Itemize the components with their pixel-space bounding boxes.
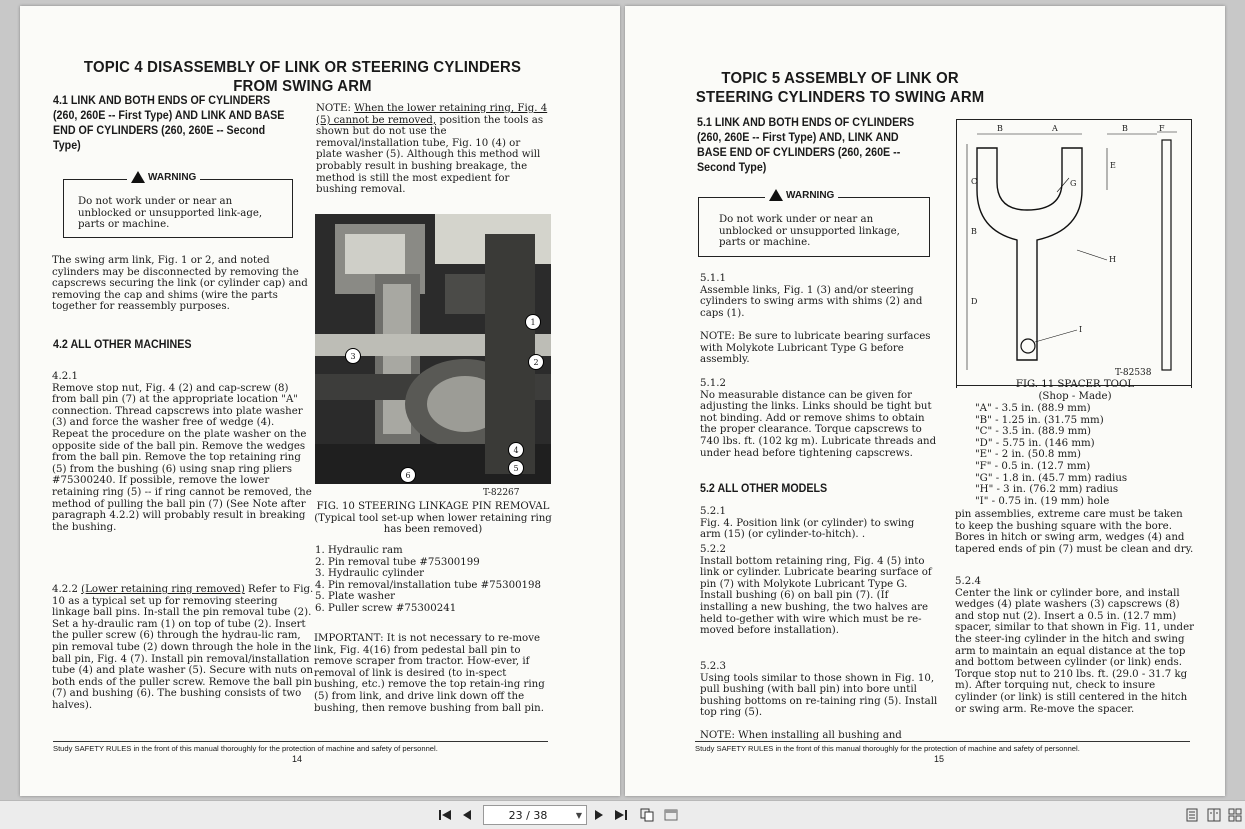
first-page-icon[interactable] — [436, 806, 454, 824]
list-item: 5. Plate washer — [315, 591, 395, 603]
list-item: "E" - 2 in. (50.8 mm) — [975, 449, 1081, 461]
step-number: 5.2.4 — [955, 576, 981, 587]
step-text: Assemble links, Fig. 1 (3) and/or steering cylinders to swing arms with shims (2) and caps (1). — [700, 284, 923, 319]
last-page-icon[interactable] — [612, 806, 630, 824]
figure-caption: FIG. 10 STEERING LINKAGE PIN REMOVAL (Typical tool set-up when lower retaining ring has been removed) — [314, 501, 552, 536]
list-item: "I" - 0.75 in. (19 mm) hole — [975, 495, 1110, 507]
parts-list — [315, 545, 550, 615]
step-number: 5.2.2 — [700, 544, 726, 555]
warning-triangle-icon — [131, 171, 145, 183]
figure-title: FIG. 11 SPACER TOOL — [1015, 379, 1135, 390]
step-text: Using tools similar to those shown in Fig. 10, pull bushing (with ball pin) into bore until bushing bottoms on re-taining ring (5). Install top ring (5). — [700, 672, 938, 719]
note-bushing: NOTE: When installing all bushing and — [700, 730, 902, 741]
step-5-2-1 — [700, 506, 938, 541]
window-icon[interactable] — [662, 806, 680, 824]
section-heading-4-1: 4.1 LINK AND BOTH ENDS OF CYLINDERS (260, 260E -- First Type) AND LINK AND BASE END OF CYLINDERS (260, 260E -- Second Type) — [53, 95, 285, 152]
step-number: 4.2.1 — [52, 371, 78, 382]
list-item: "C" - 3.5 in. (88.9 mm) — [975, 426, 1092, 438]
step-text: Refer to Fig. 10 as a typical set up for removing steering linkage ball pins. In-stall the pin removal tube (2). Set a hy-draulic ram (1) on top of tube (2). Insert the puller screw (6) through the hydrau-lic ram, pin removal tube (2) down through the hole in the ball pin, Fig. 4 (7). Install pin removal/installation tube (4) and plate washer (5). Secure with nuts on both ends of the puller screw. Remove the ball pin (7) and bushing (6). The bushing consists of two halves). — [52, 584, 314, 711]
diagram-reference: T-82538 — [1115, 368, 1152, 378]
warning-triangle-icon — [769, 189, 783, 201]
warning-text: Do not work under or near an unblocked or unsupported linkage, parts or machine. — [719, 214, 900, 249]
viewer-toolbar — [0, 800, 1245, 829]
step-number: 4.2.2 — [52, 584, 78, 595]
list-item: "G" - 1.8 in. (45.7 mm) radius — [975, 472, 1128, 484]
dimension-label: B — [1122, 124, 1128, 133]
list-item: 4. Pin removal/installation tube #75300198 — [315, 579, 542, 591]
copy-icon[interactable] — [638, 806, 656, 824]
note-lead: NOTE: — [316, 103, 351, 114]
list-item: 1. Hydraulic ram — [315, 545, 403, 556]
warning-box — [698, 189, 930, 257]
spacer-tool-drawing — [957, 120, 1191, 388]
section-heading-5-1: 5.1 LINK AND BOTH ENDS OF CYLINDERS (260, 260E -- First Type) AND, LINK AND BASE END OF CYLINDERS (260, 260E -- Second Type) — [697, 117, 915, 174]
note-paragraph — [316, 103, 548, 196]
step-number: 5.2.3 — [700, 661, 726, 672]
dimension-label: C — [971, 177, 978, 186]
callout-6: 6 — [400, 467, 416, 483]
dimension-label: E — [1110, 161, 1116, 170]
warning-text: Do not work under or near an unblocked or unsupported link-age, parts or machine. — [78, 196, 263, 231]
left-page — [20, 6, 620, 796]
note-text: position the tools as shown but do not use the removal/installation tube, Fig. 10 (4) or plate washer (5). Although this method will probably result in bushing breakage, the method is still the most expedient for bushing removal. — [316, 114, 544, 196]
step-underlined: (Lower retaining ring removed) — [81, 584, 245, 595]
warning-box — [63, 171, 293, 238]
bushing-care-paragraph: pin assemblies, extreme care must be taken to keep the bushing square with the bore. Bores in hitch or swing arm, wedges (4) and tapered ends of pin (7) must be clean and dry. — [955, 509, 1194, 555]
step-text: Remove stop nut, Fig. 4 (2) and cap-screw (8) from ball pin (7) at the appropriate location "A" connection. Thread capscrews into plate washer (3) and force the washer free of wedge (4). Repeat the procedure on the plate washer on the opposite side of the ball pin. Remove the wedges from the ball pin. Remove the top retaining ring (5) from the bushing (6) using snap ring pliers #75300240. If possible, remove the lower retaining ring (5) -- if ring cannot be removed, the method of pulling the ball pin (7) (See Note after paragraph 4.2.2) will probably result in breaking the bushing. — [52, 382, 312, 533]
section-heading-4-2: 4.2 ALL OTHER MACHINES — [53, 339, 192, 351]
step-number: 5.2.1 — [700, 506, 726, 517]
safety-footer: Study SAFETY RULES in the front of this manual thoroughly for the protection of machine and safety of personnel. — [53, 741, 548, 753]
photo-reference: T-82267 — [483, 488, 520, 498]
note-lubricate: NOTE: Be sure to lubricate bearing surfaces with Molykote Lubricant Type G before assembly. — [700, 331, 931, 366]
right-page — [625, 6, 1225, 796]
list-item: 3. Hydraulic cylinder — [315, 568, 425, 580]
chevron-down-icon: ▼ — [575, 810, 583, 820]
prev-page-icon[interactable] — [458, 806, 476, 824]
figure-11-diagram — [956, 119, 1192, 388]
callout-1: 1 — [525, 314, 541, 330]
warning-label: WARNING — [765, 189, 838, 201]
callout-5: 5 — [508, 460, 524, 476]
step-number: 5.1.1 — [700, 273, 726, 284]
list-item: "B" - 1.25 in. (31.75 mm) — [975, 414, 1104, 426]
figure-subtitle: (Shop - Made) — [1038, 391, 1112, 402]
step-5-2-4 — [955, 576, 1197, 715]
safety-footer: Study SAFETY RULES in the front of this manual thoroughly for the protection of machine and safety of personnel. — [695, 741, 1190, 753]
important-paragraph: IMPORTANT: It is not necessary to re-move link, Fig. 4(16) from pedestal ball pin to remove scraper from tractor. How-ever, if removal of link is desired (to in-spect bushing, etc.) remove the top retain-ing ring (5) from link, and drive link down off the bushing, then remove bushing from ball pin. — [314, 633, 545, 714]
dimension-label: A — [1052, 124, 1058, 133]
dimension-label: B — [971, 227, 977, 236]
dimension-label: H — [1109, 255, 1116, 264]
callout-4: 4 — [508, 442, 524, 458]
dimension-label: F — [1159, 124, 1165, 133]
figure-10-photo — [315, 214, 551, 484]
step-text: Center the link or cylinder bore, and install wedges (4) plate washers (3) capscrews (8) and stop nut (2). Insert a 0.5 in. (12.7 mm) spacer, similar to that shown in Fig. 11, under the steer-ing cylinder in the hitch and swing arm to maintain an equal distance at the top and bottom between cylinder (or link) ends. Torque stop nut to 210 lbs. ft. (29.0 - 31.7 kg m). After torquing nut, check to insure cylinder (or link) is still centered in the hitch or swing arm. Re-move the spacer. — [955, 587, 1194, 715]
step-5-1-2 — [700, 378, 940, 459]
single-page-icon[interactable] — [1183, 806, 1201, 824]
dimension-label: D — [971, 297, 978, 306]
step-4-2-1 — [52, 371, 312, 533]
step-5-2-2 — [700, 544, 938, 637]
page-select[interactable] — [483, 805, 587, 825]
page-number: 15 — [934, 754, 945, 764]
page-number: 14 — [292, 754, 303, 764]
list-item: "D" - 5.75 in. (146 mm) — [975, 437, 1095, 449]
grid-icon[interactable] — [1226, 806, 1244, 824]
step-text: Fig. 4. Position link (or cylinder) to swing arm (15) (or cylinder-to-hitch). . — [700, 517, 915, 541]
two-page-icon[interactable] — [1205, 806, 1223, 824]
section-heading-5-2: 5.2 ALL OTHER MODELS — [700, 483, 828, 495]
note-underlined: When the lower retaining ring, Fig. 4 (5) cannot be removed, — [316, 103, 548, 126]
list-item: "A" - 3.5 in. (88.9 mm) — [975, 403, 1091, 414]
step-text: No measurable distance can be given for adjusting the links. Links should be tight but not binding. Add or remove shims to obtain the proper clearance. Torque capscrews to 740 lbs. ft. (102 kg m). Lubricate threads and under head before tightening capscrews. — [700, 389, 937, 459]
page-title: TOPIC 4 DISASSEMBLY OF LINK OR STEERING CYLINDERS FROM SWING ARM — [83, 59, 522, 95]
step-4-2-2 — [52, 584, 314, 712]
callout-3: 3 — [345, 348, 361, 364]
step-5-2-3 — [700, 661, 938, 719]
next-page-icon[interactable] — [590, 806, 608, 824]
list-item: "H" - 3 in. (76.2 mm) radius — [975, 484, 1119, 496]
list-item: "F" - 0.5 in. (12.7 mm) — [975, 460, 1091, 472]
warning-label: WARNING — [127, 171, 200, 183]
page-indicator-text: 23 / 38 — [508, 808, 548, 822]
step-number: 5.1.2 — [700, 378, 726, 389]
step-5-1-1 — [700, 273, 935, 319]
page-title: TOPIC 5 ASSEMBLY OF LINK OR STEERING CYLINDERS TO SWING ARM — [695, 70, 985, 106]
swing-arm-paragraph: The swing arm link, Fig. 1 or 2, and noted cylinders may be disconnected by removing the capscrews securing the link (or cylinder cap) and removing the cap and shims (wire the parts together for reassembly purposes. — [52, 255, 308, 313]
list-item: 6. Puller screw #75300241 — [315, 602, 457, 614]
dimension-label: G — [1070, 179, 1077, 188]
step-text: Install bottom retaining ring, Fig. 4 (5) into link or cylinder. Lubricate bearing surface of pin (7) with Molykote Lubricant Type G. Install bushing (6) on ball pin (7). (If installing a new bushing, the two halves are held to-gether with wire which must be re-moved before installation). — [700, 555, 932, 637]
dimension-list — [975, 403, 1175, 507]
dimension-label: I — [1079, 325, 1083, 334]
callout-2: 2 — [528, 354, 544, 370]
dimension-label: B — [997, 124, 1003, 133]
list-item: 2. Pin removal tube #75300199 — [315, 556, 480, 568]
